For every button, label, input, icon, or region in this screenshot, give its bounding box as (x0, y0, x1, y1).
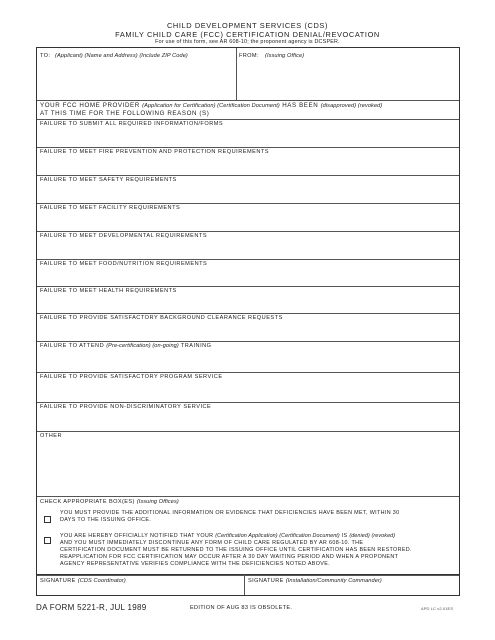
reason-safety: FAILURE TO MEET SAFETY REQUIREMENTS (40, 177, 177, 183)
reason-food-nutrition: FAILURE TO MEET FOOD/NUTRITION REQUIREMENTS (40, 261, 208, 267)
option-notified-checkbox[interactable] (44, 537, 51, 544)
signature-commander-input[interactable] (245, 574, 460, 595)
signature-coordinator-input[interactable] (37, 574, 244, 595)
form-title-line2: FAMILY CHILD CARE (FCC) CERTIFICATION DENIAL/REVOCATION (115, 30, 380, 39)
to-hint: (Applicant) (Name and Address) (Include ZIP Code) (55, 53, 188, 59)
option-notified-text: YOU ARE HEREBY OFFICIALLY NOTIFIED THAT YOUR (Certification Application) (Certification Document) IS (denied) (revoked) AND YOU MUST IMMEDIATELY DISCONTINUE ANY FORM OF CHILD CARE REGULATED BY AR 608-10. THE CERTIFICATION DOCUMENT MUST BE RETURNED TO THE ISSUING OFFICE UNTIL CERTIFICATION HAS BEEN RESTORED. REAPPLICATION FOR FCC CERTIFICATION MAY OCCUR AFTER A 30 DAY WAITING PERIOD AND WHEN A PROPONENT AGENCY REPRESENTATIVE VERIFIES COMPLIANCE WITH THE DEFICIENCIES NOTED ABOVE. (60, 533, 412, 567)
from-office-field[interactable] (237, 48, 461, 100)
to-address-field[interactable] (37, 48, 236, 100)
reason-fire-prevention: FAILURE TO MEET FIRE PREVENTION AND PROTECTION REQUIREMENTS (40, 149, 270, 155)
form-number: DA FORM 5221-R, JUL 1989 (36, 603, 147, 612)
other-reason-field[interactable] (37, 441, 461, 495)
form-proponent-note: For use of this form, see AR 608-10; the proponent agency is DCSPER. (155, 39, 340, 45)
reason-non-discriminatory: FAILURE TO PROVIDE NON-DISCRIMINATORY SERVICE (40, 404, 212, 410)
signature-row (36, 574, 460, 596)
reason-program-service: FAILURE TO PROVIDE SATISFACTORY PROGRAM SERVICE (40, 374, 223, 380)
reason-facility: FAILURE TO MEET FACILITY REQUIREMENTS (40, 205, 181, 211)
signature-commander-label: SIGNATURE (Installation/Community Commander) (248, 578, 382, 584)
reason-submit-forms: FAILURE TO SUBMIT ALL REQUIRED INFORMATION/FORMS (40, 121, 224, 127)
form-body (36, 47, 460, 584)
provider-statement: YOUR FCC HOME PROVIDER (Application for Certification) (Certification Document) HAS BEEN (disapproved) (revoked) (40, 102, 383, 109)
provider-statement-line2: AT THIS TIME FOR THE FOLLOWING REASON (S) (40, 110, 210, 117)
from-label: FROM: (239, 53, 259, 59)
signature-coordinator-label: SIGNATURE (CDS Coordinator) (40, 578, 126, 584)
reason-background-clearance: FAILURE TO PROVIDE SATISFACTORY BACKGROUND CLEARANCE REQUESTS (40, 315, 283, 321)
reason-developmental: FAILURE TO MEET DEVELOPMENTAL REQUIREMENTS (40, 233, 208, 239)
to-label: TO: (40, 53, 51, 59)
option-provide-info-text: YOU MUST PROVIDE THE ADDITIONAL INFORMATION OR EVIDENCE THAT DEFICIENCIES HAVE BEEN MET, WITHIN 30 DAYS TO THE ISSUING OFFICE. (60, 510, 400, 523)
check-appropriate-label: CHECK APPROPRIATE BOX(ES) (Issuing Offices) (40, 499, 179, 505)
reason-health: FAILURE TO MEET HEALTH REQUIREMENTS (40, 288, 177, 294)
reason-attend-training: FAILURE TO ATTEND (Pre-certification) (on-going) TRAINING (40, 343, 212, 349)
apd-version: APD LC v2.01ES (421, 606, 454, 611)
from-hint: (Issuing Office) (265, 53, 305, 59)
form-title-line1: CHILD DEVELOPMENT SERVICES (CDS) (166, 21, 329, 30)
edition-note: EDITION OF AUG 83 IS OBSOLETE. (190, 605, 293, 611)
option-provide-info-checkbox[interactable] (44, 516, 51, 523)
reason-other: OTHER (40, 433, 63, 439)
